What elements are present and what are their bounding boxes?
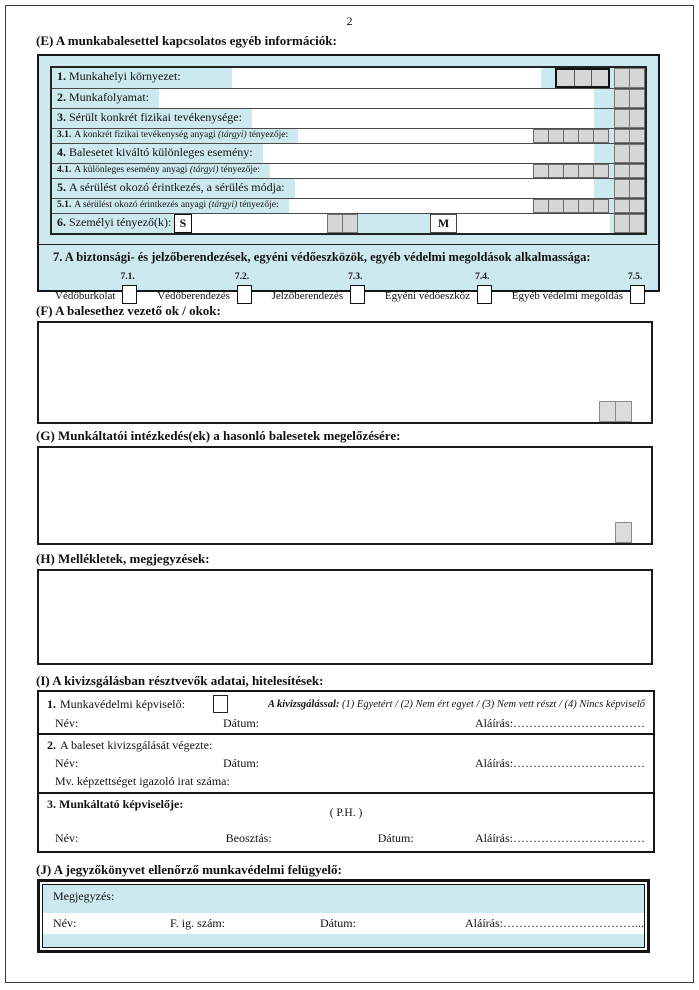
- megjegyzes-label: Megjegyzés:: [53, 889, 115, 903]
- row-6-right-cells[interactable]: [614, 214, 645, 233]
- section-h-textarea[interactable]: [37, 569, 653, 665]
- table-row: [52, 213, 645, 233]
- i-row-3-label: 3. Munkáltató képviselője:: [47, 797, 184, 811]
- ph-stamp-label: ( P.H. ): [329, 807, 363, 819]
- option-label: Védőburkolat: [55, 290, 116, 302]
- row-5-1-right-cells[interactable]: [614, 199, 645, 213]
- section-i-box: [37, 690, 655, 853]
- item-7-heading: 7. A biztonsági- és jelzőberendezések, egyéni védőeszközök, egyéb védelmi megoldások alkalmassága:: [53, 250, 591, 264]
- table-row: [52, 163, 645, 178]
- page-number: 2: [346, 14, 353, 28]
- alairas-label: Aláírás:……………………………: [475, 831, 645, 845]
- section-j-inner: [42, 884, 645, 948]
- row-4-1-input[interactable]: [270, 164, 533, 178]
- figszam-label: F. ig. szám:: [170, 916, 226, 930]
- section-e-heading: (E) A munkabalesettel kapcsolatos egyéb információk:: [36, 33, 337, 48]
- option-egyeb-vedelmi-megoldas: [511, 272, 645, 304]
- section-g-textarea[interactable]: [37, 446, 653, 545]
- section-g-heading: (G) Munkáltatói intézkedés(ek) a hasonló balesetek megelőzésére:: [36, 428, 401, 443]
- row-6-label: 6. Személyi tényező(k):: [57, 215, 172, 229]
- option-label: Egyéni védőeszköz: [384, 290, 471, 302]
- row-5-input[interactable]: [295, 179, 594, 198]
- row-3-1-input[interactable]: [298, 129, 533, 143]
- row-3-1-right-cells[interactable]: [614, 129, 645, 143]
- alairas-label: Aláírás:……………………………: [475, 756, 645, 770]
- section-f-code-cell[interactable]: [599, 401, 616, 422]
- option-egyeni-vedoeszkoz: [384, 272, 492, 304]
- row-2-label: 2. Munkafolyamat:: [57, 90, 149, 104]
- row-5-1-code-cells[interactable]: [533, 199, 609, 213]
- option-vedoburkolat: [55, 272, 137, 304]
- option-label: Egyéb védelmi megoldás: [511, 290, 623, 302]
- row-5-1-input[interactable]: [289, 199, 533, 213]
- checkbox[interactable]: [475, 272, 492, 304]
- row-4-1-code-cells[interactable]: [533, 164, 609, 178]
- row-6-m-input[interactable]: [457, 214, 610, 233]
- m-code-box[interactable]: M: [430, 214, 457, 233]
- option-number: 7.2.: [234, 272, 250, 282]
- checkbox[interactable]: [234, 272, 252, 304]
- alairas-label: Aláírás:……………………………...: [465, 916, 645, 930]
- option-label: Jelzőberendezés: [271, 290, 344, 302]
- i-row-1-note: A kivizsgálással: (1) Egyetért / (2) Nem ért egyet / (3) Nem vett részt / (4) Nincs képviselő: [267, 699, 645, 710]
- table-row: [52, 178, 645, 198]
- section-j-heading: (J) A jegyzőkönyvet ellenőrző munkavédelmi felügyelő:: [36, 862, 342, 877]
- section-g-code-cell[interactable]: [615, 522, 632, 543]
- section-e-table: [50, 66, 647, 235]
- i-row-2-number: 2.: [47, 738, 56, 752]
- row-4-right-cells[interactable]: [614, 144, 645, 163]
- option-number: 7.3.: [348, 272, 363, 282]
- row-4-1-right-cells[interactable]: [614, 164, 645, 178]
- row-6-s-input[interactable]: [192, 214, 327, 233]
- section-f-heading: (F) A balesethez vezető ok / okok:: [36, 303, 221, 318]
- option-number: 7.5.: [628, 272, 643, 282]
- table-row: [52, 198, 645, 213]
- row-3-input[interactable]: [252, 109, 594, 128]
- row-5-right-cells[interactable]: [614, 179, 645, 198]
- table-row: [52, 68, 645, 88]
- option-number: 7.1.: [120, 272, 135, 282]
- item-7-options: [55, 272, 645, 304]
- row-1-right-cells[interactable]: [614, 68, 645, 88]
- i-row-1-checkbox[interactable]: [213, 695, 228, 713]
- mv-irat-label: Mv. képzettséget igazoló irat száma:: [55, 774, 230, 788]
- option-jelzoberendezes: [271, 272, 365, 304]
- section-e-box: [37, 54, 660, 302]
- nev-label: Név:: [55, 756, 79, 770]
- section-j-box: [37, 879, 650, 953]
- row-6-mid-cells[interactable]: [327, 214, 358, 233]
- nev-label: Név:: [55, 831, 79, 845]
- alairas-label: Aláírás:……………………………: [475, 716, 645, 730]
- row-3-label: 3. Sérült konkrét fizikai tevékenysége:: [57, 110, 242, 124]
- row-2-input[interactable]: [159, 89, 594, 108]
- section-f-code-cell[interactable]: [615, 401, 632, 422]
- nev-label: Név:: [55, 716, 79, 730]
- i-row-1: [39, 692, 653, 733]
- nev-label: Név:: [53, 916, 77, 930]
- row-4-1-label: 4.1. A különleges esemény anyagi (tárgyi) tényezője:: [57, 165, 260, 175]
- option-vedoberendezes: [157, 272, 252, 304]
- row-5-1-label: 5.1. A sérülést okozó érintkezés anyagi (tárgyi) tényezője:: [57, 200, 279, 210]
- option-label: Védőberendezés: [157, 290, 230, 302]
- row-5-label: 5. A sérülést okozó érintkezés, a sérülés módja:: [57, 180, 285, 194]
- checkbox[interactable]: [348, 272, 365, 304]
- section-h-heading: (H) Mellékletek, megjegyzések:: [36, 551, 210, 566]
- row-4-label: 4. Balesetet kiváltó különleges esemény:: [57, 145, 253, 159]
- section-i-heading: (I) A kivizsgálásban résztvevők adatai, hitelesítések:: [36, 673, 324, 688]
- table-row: [52, 108, 645, 128]
- beosztas-label: Beosztás:: [225, 831, 272, 845]
- i-row-1-number: 1.: [47, 696, 56, 711]
- s-code-box[interactable]: S: [174, 214, 192, 233]
- row-1-label: 1. Munkahelyi környezet:: [57, 69, 181, 83]
- table-row: [52, 143, 645, 163]
- section-j-fields-row: [43, 913, 644, 934]
- row-1-code-cells[interactable]: [555, 68, 610, 88]
- i-row-1-label: Munkavédelmi képviselő:: [60, 696, 185, 711]
- row-1-input[interactable]: [232, 68, 541, 88]
- row-3-right-cells[interactable]: [614, 109, 645, 128]
- row-4-input[interactable]: [263, 144, 594, 163]
- i-row-3: [39, 792, 653, 851]
- datum-label: Dátum:: [223, 716, 259, 730]
- row-2-right-cells[interactable]: [614, 89, 645, 108]
- i-row-2-label: A baleset kivizsgálását végezte:: [60, 738, 213, 752]
- datum-label: Dátum:: [223, 756, 259, 770]
- row-3-1-code-cells[interactable]: [533, 129, 609, 143]
- row-3-1-label: 3.1. A konkrét fizikai tevékenység anyagi (tárgyi) tényezője:: [57, 130, 289, 140]
- table-row: [52, 128, 645, 143]
- datum-label: Dátum:: [377, 831, 414, 845]
- option-number: 7.4.: [475, 272, 490, 282]
- section-e-divider: [39, 244, 658, 245]
- table-row: [52, 88, 645, 108]
- section-f-textarea[interactable]: [37, 321, 653, 424]
- i-row-2: [39, 733, 653, 792]
- checkbox[interactable]: [120, 272, 137, 304]
- datum-label: Dátum:: [319, 916, 356, 930]
- checkbox[interactable]: [628, 272, 645, 304]
